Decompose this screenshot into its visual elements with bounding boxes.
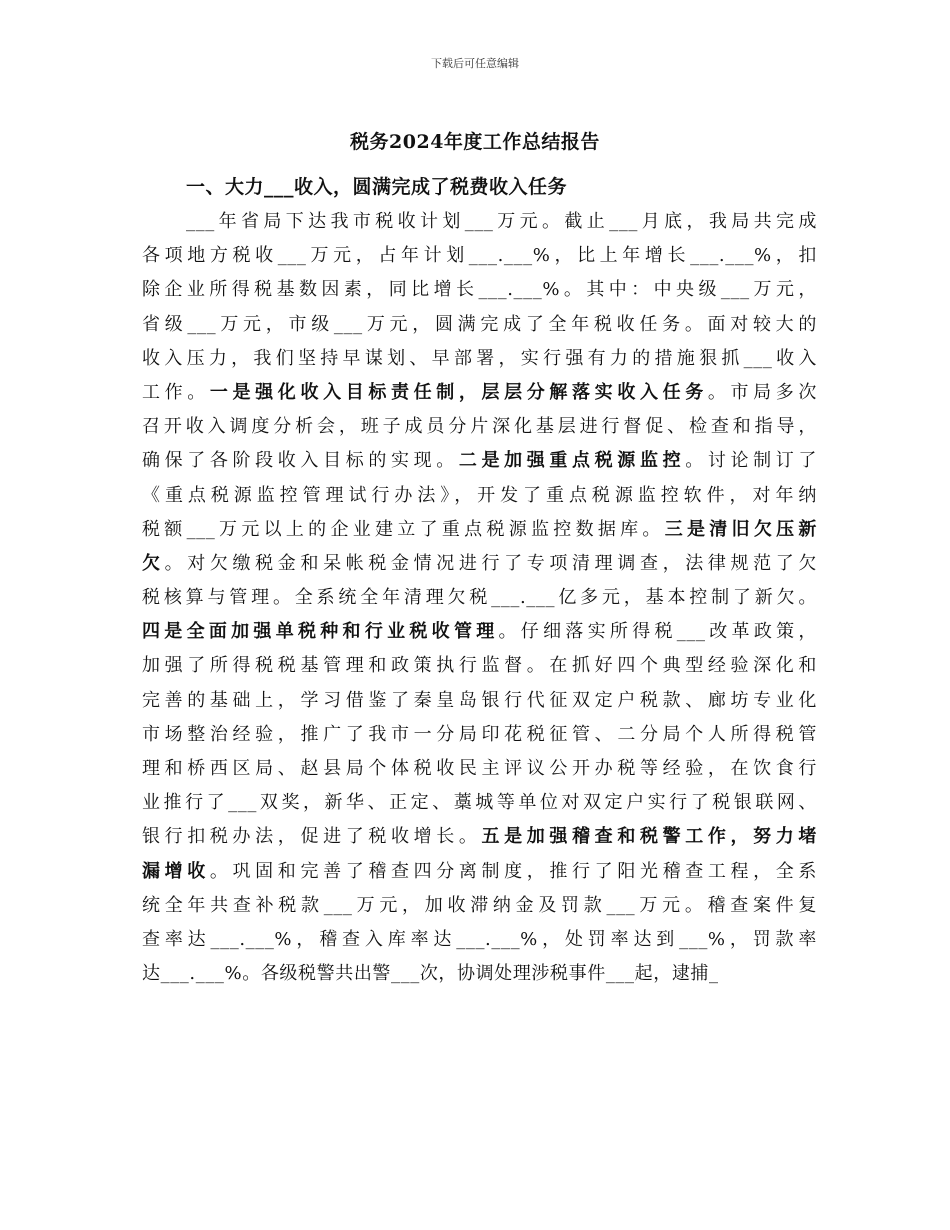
body-line xyxy=(142,513,817,547)
body-line xyxy=(142,308,817,342)
body-line xyxy=(142,342,817,376)
body-text: 完善的基础上，学习借鉴了秦皇岛银行代征双定户税款、廊坊专业化 xyxy=(142,689,817,711)
body-text: 达___.___%。各级税警共出警___次，协调处理涉税事件___起，逮捕_ xyxy=(142,963,719,985)
body-line xyxy=(142,649,817,683)
body-line xyxy=(142,444,817,478)
body-text: 税额___万元以上的企业建立了重点税源监控数据库。 xyxy=(142,518,665,540)
body-text: 工作。 xyxy=(142,381,210,403)
bold-emphasis-text: 二是加强重点税源监控 xyxy=(458,450,686,472)
header-note: 下载后可任意编辑 xyxy=(431,57,519,70)
body-line xyxy=(142,923,817,957)
body-text: 。仔细落实所得税___改革政策， xyxy=(498,621,817,643)
body-text: 除企业所得税基数因素，同比增长___.___%。其中：中央级___万元， xyxy=(142,279,817,301)
body-line xyxy=(142,718,817,752)
bold-emphasis-text: 漏增收 xyxy=(142,860,210,882)
body-line xyxy=(142,273,817,307)
body-text: 业推行了___双奖，新华、正定、藁城等单位对双定户实行了税银联网、 xyxy=(142,792,817,814)
body-line xyxy=(142,820,817,854)
section-heading: 一、大力___收入，圆满完成了税费收入任务 xyxy=(186,176,568,198)
body-line xyxy=(142,855,817,889)
body-text: 理和桥西区局、赵县局个体税收民主评议公开办税等经验，在饮食行 xyxy=(142,758,817,779)
body-line xyxy=(142,205,817,239)
body-text: 加强了所得税税基管理和政策执行监督。在抓好四个典型经验深化和 xyxy=(142,655,817,677)
body-text: 收入压力，我们坚持早谋划、早部署，实行强有力的措施狠抓___收入 xyxy=(142,347,817,369)
body-text: ___年省局下达我市税收计划___万元。截止___月底，我局共完成 xyxy=(186,211,817,232)
body-text: 召开收入调度分析会，班子成员分片深化基层进行督促、检查和指导， xyxy=(142,416,817,438)
body-text: 《重点税源监控管理试行办法》，开发了重点税源监控软件，对年纳 xyxy=(142,484,817,506)
document-title: 税务2024年度工作总结报告 xyxy=(350,131,600,153)
body-text: 。市局多次 xyxy=(707,381,817,403)
body-line xyxy=(142,957,817,991)
body-text: 银行扣税办法，促进了税收增长。 xyxy=(142,826,482,848)
body-text: 。对欠缴税金和呆帐税金情况进行了专项清理调查，法律规范了欠 xyxy=(164,552,817,574)
body-text: 。讨论制订了 xyxy=(685,450,817,472)
bold-emphasis-text: 三是清旧欠压新 xyxy=(664,518,817,540)
body-text: 各项地方税收___万元，占年计划___.___%，比上年增长___.___%，扣 xyxy=(142,245,817,267)
body-paragraph xyxy=(142,205,817,991)
body-line xyxy=(142,239,817,273)
body-text: 市场整治经验，推广了我市一分局印花税征管、二分局个人所得税管 xyxy=(142,723,817,745)
body-text: 确保了各阶段收入目标的实现。 xyxy=(142,450,459,472)
body-line xyxy=(142,376,817,410)
body-line xyxy=(142,479,817,513)
body-line xyxy=(142,889,817,923)
bold-emphasis-text: 四是全面加强单税种和行业税收管理 xyxy=(142,621,499,643)
body-text: 。巩固和完善了稽查四分离制度，推行了阳光稽查工程，全系 xyxy=(209,860,817,882)
body-line xyxy=(142,752,817,786)
body-text: 税核算与管理。全系统全年清理欠税___.___亿多元，基本控制了新欠。 xyxy=(142,587,817,609)
bold-emphasis-text: 一是强化收入目标责任制，层层分解落实收入任务 xyxy=(209,381,708,403)
bold-emphasis-text: 五是加强稽查和税警工作，努力堵 xyxy=(481,826,817,848)
body-line xyxy=(142,684,817,718)
body-line xyxy=(142,615,817,649)
bold-emphasis-text: 欠 xyxy=(142,552,165,574)
body-line xyxy=(142,581,817,615)
body-text: 省级___万元，市级___万元，圆满完成了全年税收任务。面对较大的 xyxy=(142,313,817,335)
body-line xyxy=(142,410,817,444)
body-text: 统全年共查补税款___万元，加收滞纳金及罚款___万元。稽查案件复 xyxy=(142,894,817,916)
body-line xyxy=(142,547,817,581)
body-line xyxy=(142,786,817,820)
body-text: 查率达___.___%，稽查入库率达___.___%，处罚率达到___%，罚款率 xyxy=(142,928,817,950)
